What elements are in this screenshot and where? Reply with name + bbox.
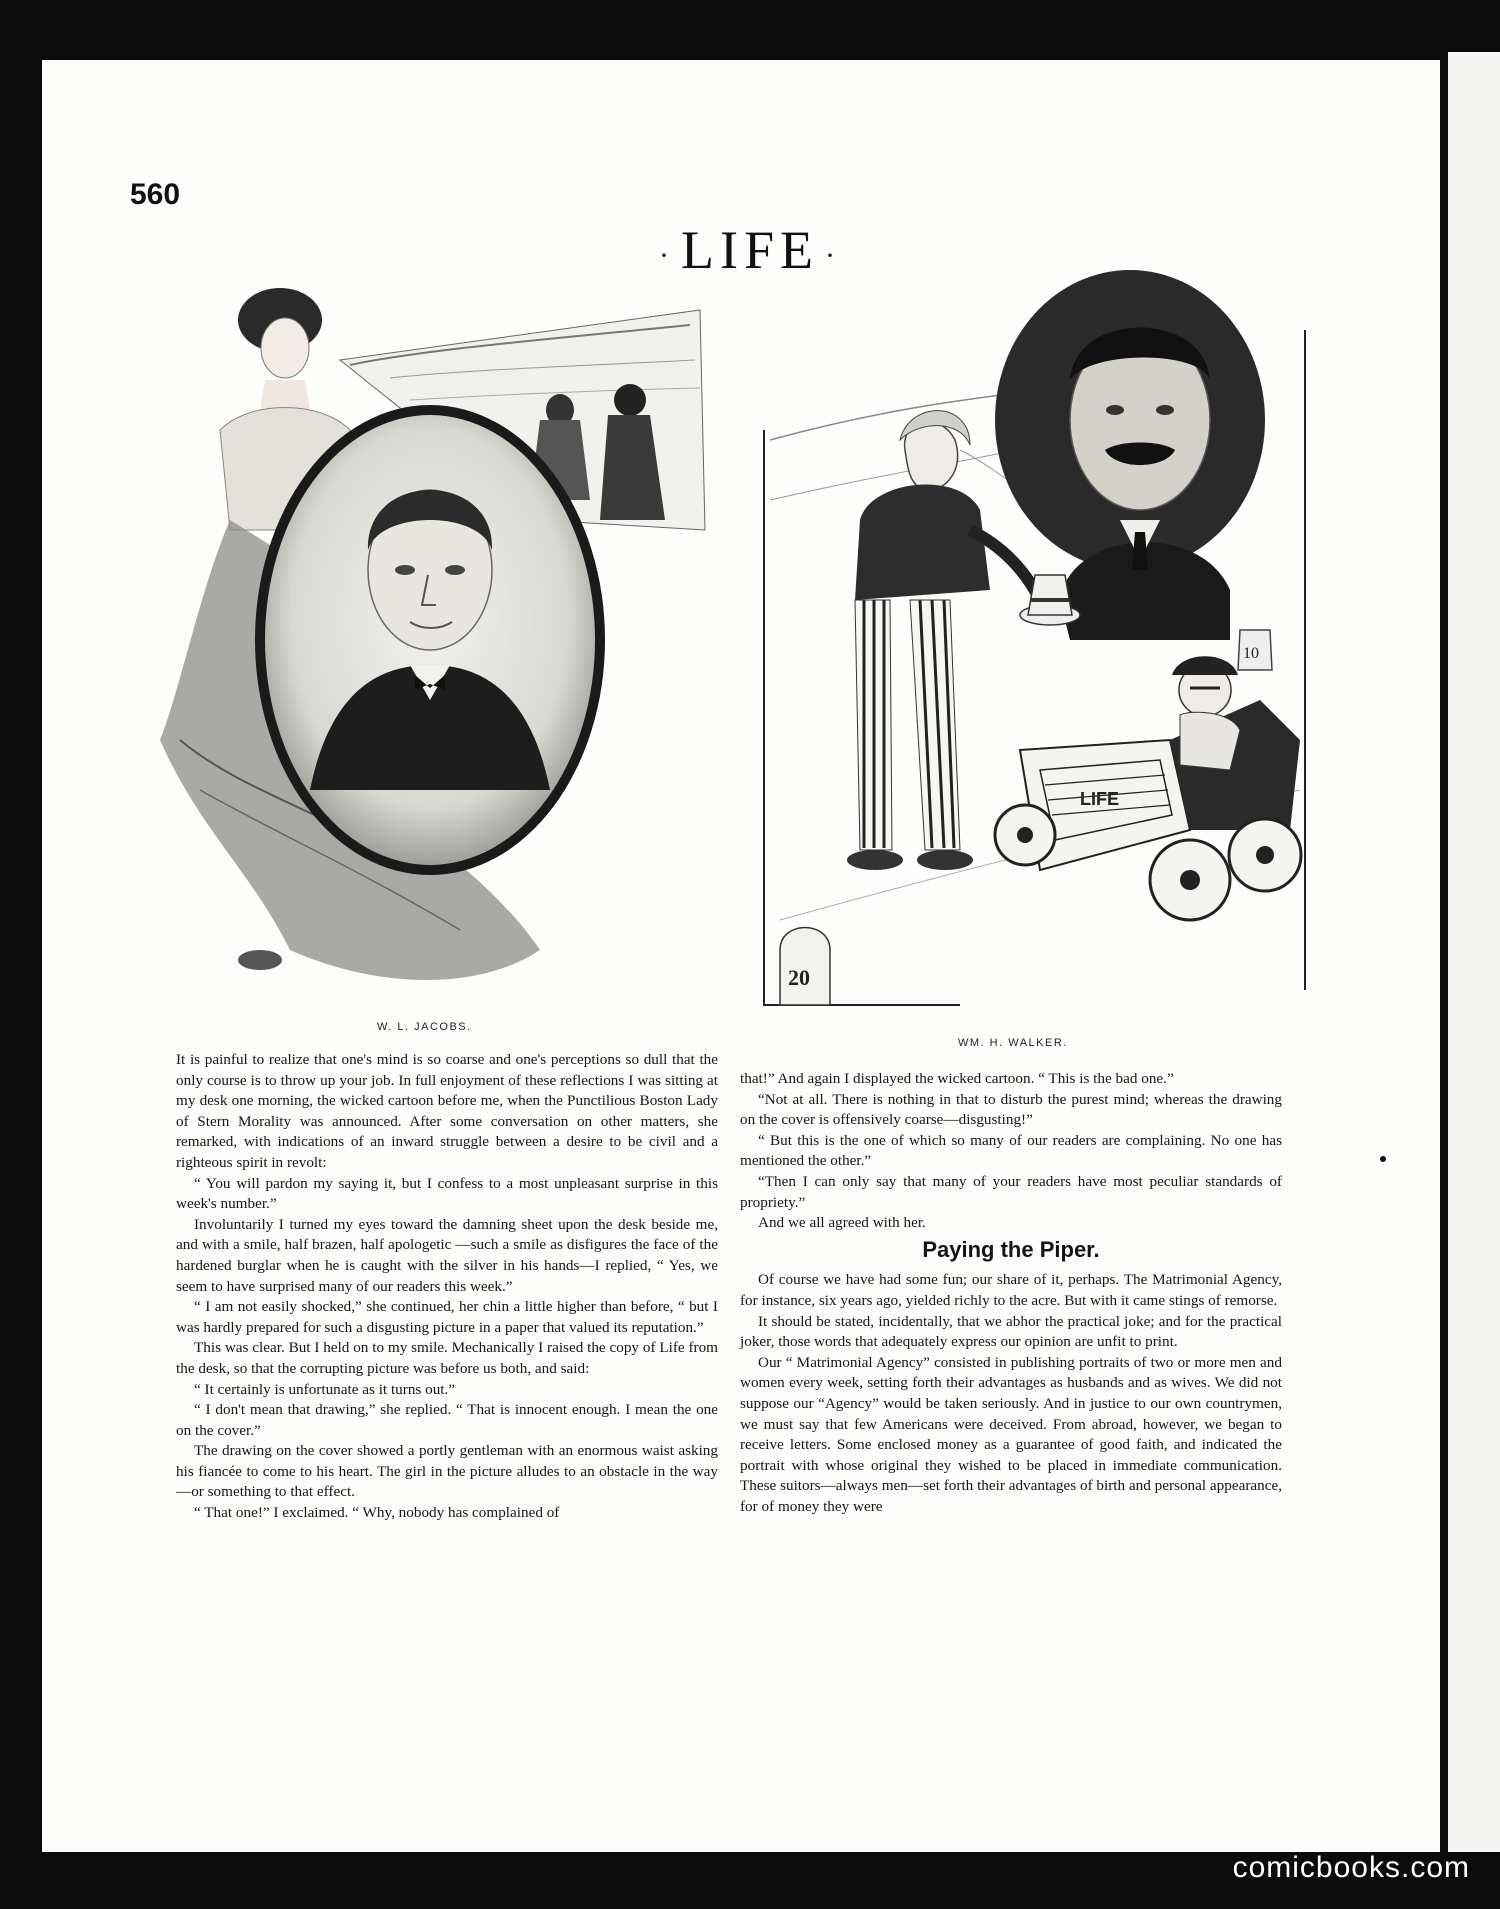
paragraph: It is painful to realize that one's mind is so coarse and one's perceptions so dull that the only course is to throw up your job. In full enjoyment of these reflections I was sitting at my desk one morning, the wicked cartoon before me, when the Punctilious Boston Lady of Stern Morality was announced. After some conversation on other matters, she remarked, with indications of an inward struggle between a desire to be civil and a righteous spirit in revolt: [176, 1051, 718, 1171]
paragraph: “ That one!” I exclaimed. “ Why, nobody has complained of [194, 1504, 560, 1522]
facing-page-edge [1448, 52, 1500, 1852]
illustration-walker [760, 270, 1310, 1010]
paragraph: “ I don't mean that drawing,” she replied. “ That is innocent enough. I mean the one on the cover.” [176, 1401, 718, 1439]
left-article-column [176, 1050, 718, 1524]
paragraph: Involuntarily I turned my eyes toward the damning sheet upon the desk beside me, and with a smile, half brazen, half apologetic —such a smile as disfigures the face of the hardened burglar when he is caught with the silver in his hands—I replied, “ Yes, we seem to have surprised many of our readers this week.” [176, 1215, 718, 1295]
paragraph: “ It certainly is unfortunate as it turns out.” [194, 1380, 456, 1398]
car-sign-label: LIFE [1080, 789, 1119, 809]
masthead-dot-left: · [659, 238, 675, 272]
paragraph: “ But this is the one of which so many of our readers are complaining. No one has mentioned the other.” [740, 1131, 1282, 1170]
paragraph: “ You will pardon my saying it, but I confess to a most unpleasant surprise in this week's number.” [176, 1174, 718, 1213]
margin-dot [1380, 1156, 1386, 1162]
paragraph: This was clear. But I held on to my smile. Mechanically I raised the copy of Life from the desk, so that the corrupting picture was before us both, and said: [176, 1339, 718, 1377]
caption-walker: WM. H. WALKER. [958, 1037, 1068, 1049]
page-number: 560 [130, 178, 181, 211]
section-heading: Paying the Piper. [922, 1236, 1100, 1262]
paragraph: And we all agreed with her. [758, 1214, 926, 1232]
watermark: comicbooks.com [1232, 1851, 1470, 1884]
paragraph: The drawing on the cover showed a portly gentleman with an enormous waist asking his fiancée to come to his heart. The girl in the picture alludes to an obstacle in the way—or something to that effect. [176, 1442, 718, 1501]
paragraph: “Not at all. There is nothing in that to disturb the purest mind; whereas the drawing on the cover is offensively coarse—disgusting!” [740, 1090, 1282, 1129]
milestone-left-label: 20 [788, 965, 810, 990]
paragraph: It should be stated, incidentally, that we abhor the practical joke; and for the practical joker, those words that adequately express our opinion are unfit to print. [740, 1312, 1282, 1351]
paragraph: Our “ Matrimonial Agency” consisted in publishing portraits of two or more men and women every week, setting forth their advantages as husbands and as wives. We did not suppose our “Agency” would be taken seriously. And in justice to our own countrymen, we must say that few Americans were deceived. From abroad, however, we began to receive letters. Some enclosed money as a guarantee of good faith, and indicated the portrait with whose original they wished to be placed in immediate communication. These suitors—always men—set forth their advantages of birth and personal appearance, for of money they were [740, 1353, 1282, 1515]
paragraph: that!” And again I displayed the wicked cartoon. “ This is the bad one.” [740, 1070, 1174, 1087]
paragraph: Of course we have had some fun; our share of it, perhaps. The Matrimonial Agency, for instance, six years ago, yielded richly to the acre. But with it came stings of remorse. [740, 1271, 1282, 1309]
illustration-jacobs [160, 270, 720, 990]
masthead-title: LIFE [681, 220, 819, 280]
paragraph: “Then I can only say that many of your readers have most peculiar standards of propriety.” [740, 1172, 1282, 1211]
paragraph: “ I am not easily shocked,” she continued, her chin a little higher than before, “ but I was hardly prepared for such a disgusting picture in a paper that valued its reputation.” [176, 1298, 718, 1336]
right-article-column [740, 1069, 1282, 1517]
masthead-dot-right: · [825, 238, 841, 272]
caption-jacobs: W. L. JACOBS. [377, 1021, 472, 1033]
milestone-right-label: 10 [1243, 645, 1259, 662]
